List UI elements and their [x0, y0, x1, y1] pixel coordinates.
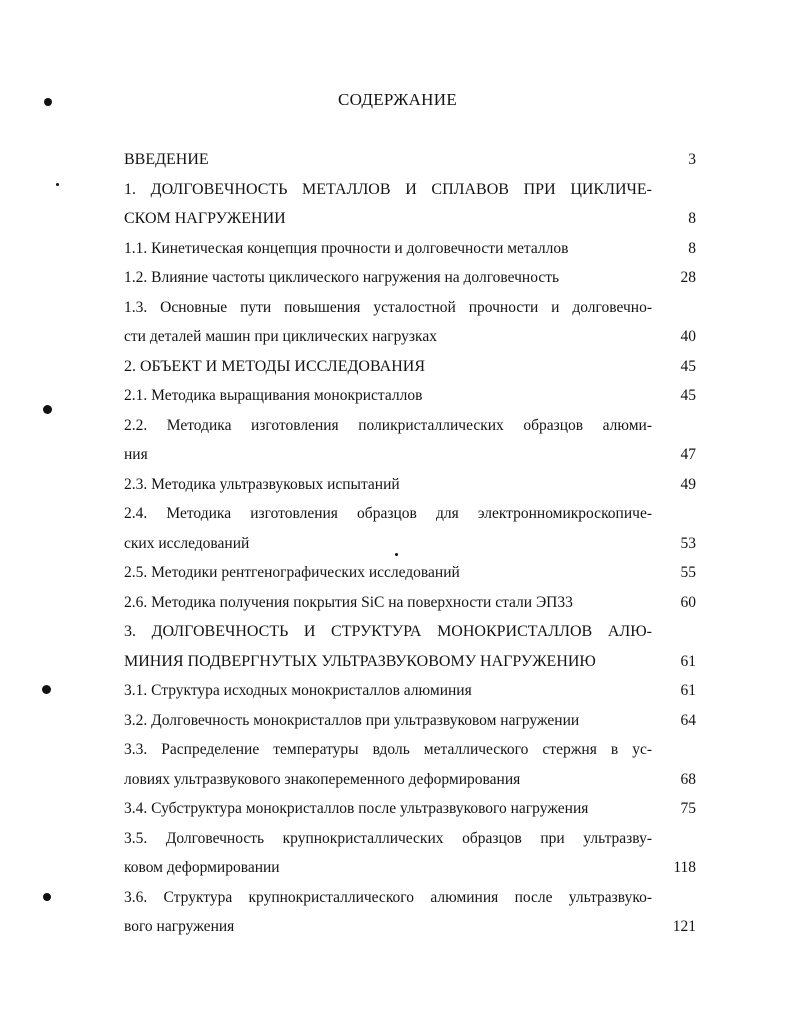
- toc-entry-line: 3.2. Долговечность монокристаллов при ультразвуковом нагружении: [124, 711, 580, 729]
- toc-entry: [124, 234, 706, 264]
- toc-entry-line: 2.5. Методики рентгенографических исследований: [124, 564, 460, 581]
- toc-entry: [124, 293, 706, 352]
- toc-entry: [124, 499, 706, 558]
- toc-page-number: 121: [672, 918, 696, 935]
- toc-entry: [124, 145, 706, 175]
- binding-hole-mark: [43, 893, 51, 901]
- toc-entry-line: 3.6. Структура крупнокристаллического алюминия после ультразвуко-: [124, 888, 652, 906]
- table-of-contents: [124, 145, 706, 942]
- toc-page-number: 47: [680, 446, 696, 463]
- binding-hole-mark: [43, 405, 52, 414]
- toc-entry: [124, 883, 706, 942]
- toc-entry-line: 2.3. Методика ультразвуковых испытаний: [124, 475, 400, 493]
- toc-entry: [124, 588, 706, 618]
- toc-entry-line: 2.4. Методика изготовления образцов для электронномикроскопиче-: [124, 505, 652, 522]
- toc-entry-line: 3. ДОЛГОВЕЧНОСТЬ И СТРУКТУРА МОНОКРИСТАЛЛОВ АЛЮ-: [124, 623, 652, 640]
- toc-entry-line: 3.4. Субструктура монокристаллов после ультразвукового нагружения: [124, 800, 589, 817]
- toc-entry-line: 3.3. Распределение температуры вдоль металлического стержня в ус-: [124, 741, 652, 758]
- toc-entry-line: СКОМ НАГРУЖЕНИИ: [124, 210, 286, 227]
- page-title: СОДЕРЖАНИЕ: [337, 90, 458, 109]
- toc-entry: [124, 794, 706, 824]
- toc-page-number: 53: [680, 534, 696, 552]
- toc-entry: [124, 824, 706, 883]
- toc-page-number: 55: [680, 564, 696, 581]
- toc-page-number: 45: [680, 357, 696, 375]
- scan-speck: [395, 553, 398, 556]
- toc-page-number: 45: [680, 387, 696, 404]
- toc-entry-line: 1.1. Кинетическая концепция прочности и долговечности металлов: [124, 239, 569, 257]
- toc-page-number: 61: [680, 652, 696, 670]
- toc-page-number: 3: [688, 151, 696, 168]
- toc-entry-line: МИНИЯ ПОДВЕРГНУТЫХ УЛЬТРАЗВУКОВОМУ НАГРУЖЕНИЮ: [124, 652, 596, 670]
- toc-entry-line: вого нагружения: [124, 918, 235, 935]
- toc-entry-line: 1.3. Основные пути повышения усталостной прочности и долговечно-: [124, 298, 652, 316]
- toc-entry: [124, 352, 706, 382]
- toc-page-number: 8: [688, 239, 696, 257]
- toc-page-number: 68: [680, 770, 696, 788]
- toc-entry-line: ковом деформировании: [124, 859, 280, 876]
- toc-entry: [124, 558, 706, 588]
- scan-speck: [56, 183, 59, 186]
- toc-entry-line: ния: [124, 446, 148, 463]
- toc-entry-line: ВВЕДЕНИЕ: [124, 151, 209, 168]
- toc-entry-line: 1.2. Влияние частоты циклического нагружения на долговечность: [124, 269, 560, 286]
- toc-entry-line: 3.5. Долговечность крупнокристаллических образцов при ультразву-: [124, 829, 652, 847]
- toc-entry: [124, 411, 706, 470]
- binding-hole-mark: [44, 98, 52, 106]
- toc-entry-line: ских исследований: [124, 534, 250, 552]
- toc-entry: [124, 617, 706, 676]
- toc-page-number: 118: [673, 859, 696, 876]
- toc-page-number: 64: [680, 711, 696, 729]
- toc-page-number: 8: [688, 210, 696, 227]
- toc-page-number: 40: [680, 328, 696, 345]
- toc-entry-line: 2.1. Методика выращивания монокристаллов: [124, 387, 423, 404]
- toc-page-number: 28: [680, 269, 696, 286]
- toc-entry: [124, 676, 706, 706]
- toc-entry: [124, 175, 706, 234]
- toc-page-number: 49: [680, 475, 696, 493]
- toc-entry-line: 1. ДОЛГОВЕЧНОСТЬ МЕТАЛЛОВ И СПЛАВОВ ПРИ ЦИКЛИЧЕ-: [124, 180, 652, 198]
- toc-entry: [124, 470, 706, 500]
- toc-entry-line: 2.6. Методика получения покрытия SiC на поверхности стали ЭП33: [124, 593, 573, 611]
- toc-entry-line: 2. ОБЪЕКТ И МЕТОДЫ ИССЛЕДОВАНИЯ: [124, 357, 425, 375]
- toc-entry-line: сти деталей машин при циклических нагрузках: [124, 328, 437, 345]
- toc-page-number: 60: [680, 593, 696, 611]
- toc-entry-line: ловиях ультразвукового знакопеременного деформирования: [124, 770, 521, 788]
- toc-entry: [124, 381, 706, 411]
- toc-page-number: 75: [680, 800, 696, 817]
- toc-entry: [124, 263, 706, 293]
- toc-entry: [124, 735, 706, 794]
- toc-page-number: 61: [680, 682, 696, 699]
- toc-entry: [124, 706, 706, 736]
- toc-entry-line: 2.2. Методика изготовления поликристаллических образцов алюми-: [124, 416, 652, 434]
- toc-entry-line: 3.1. Структура исходных монокристаллов алюминия: [124, 682, 472, 699]
- binding-hole-mark: [42, 685, 51, 694]
